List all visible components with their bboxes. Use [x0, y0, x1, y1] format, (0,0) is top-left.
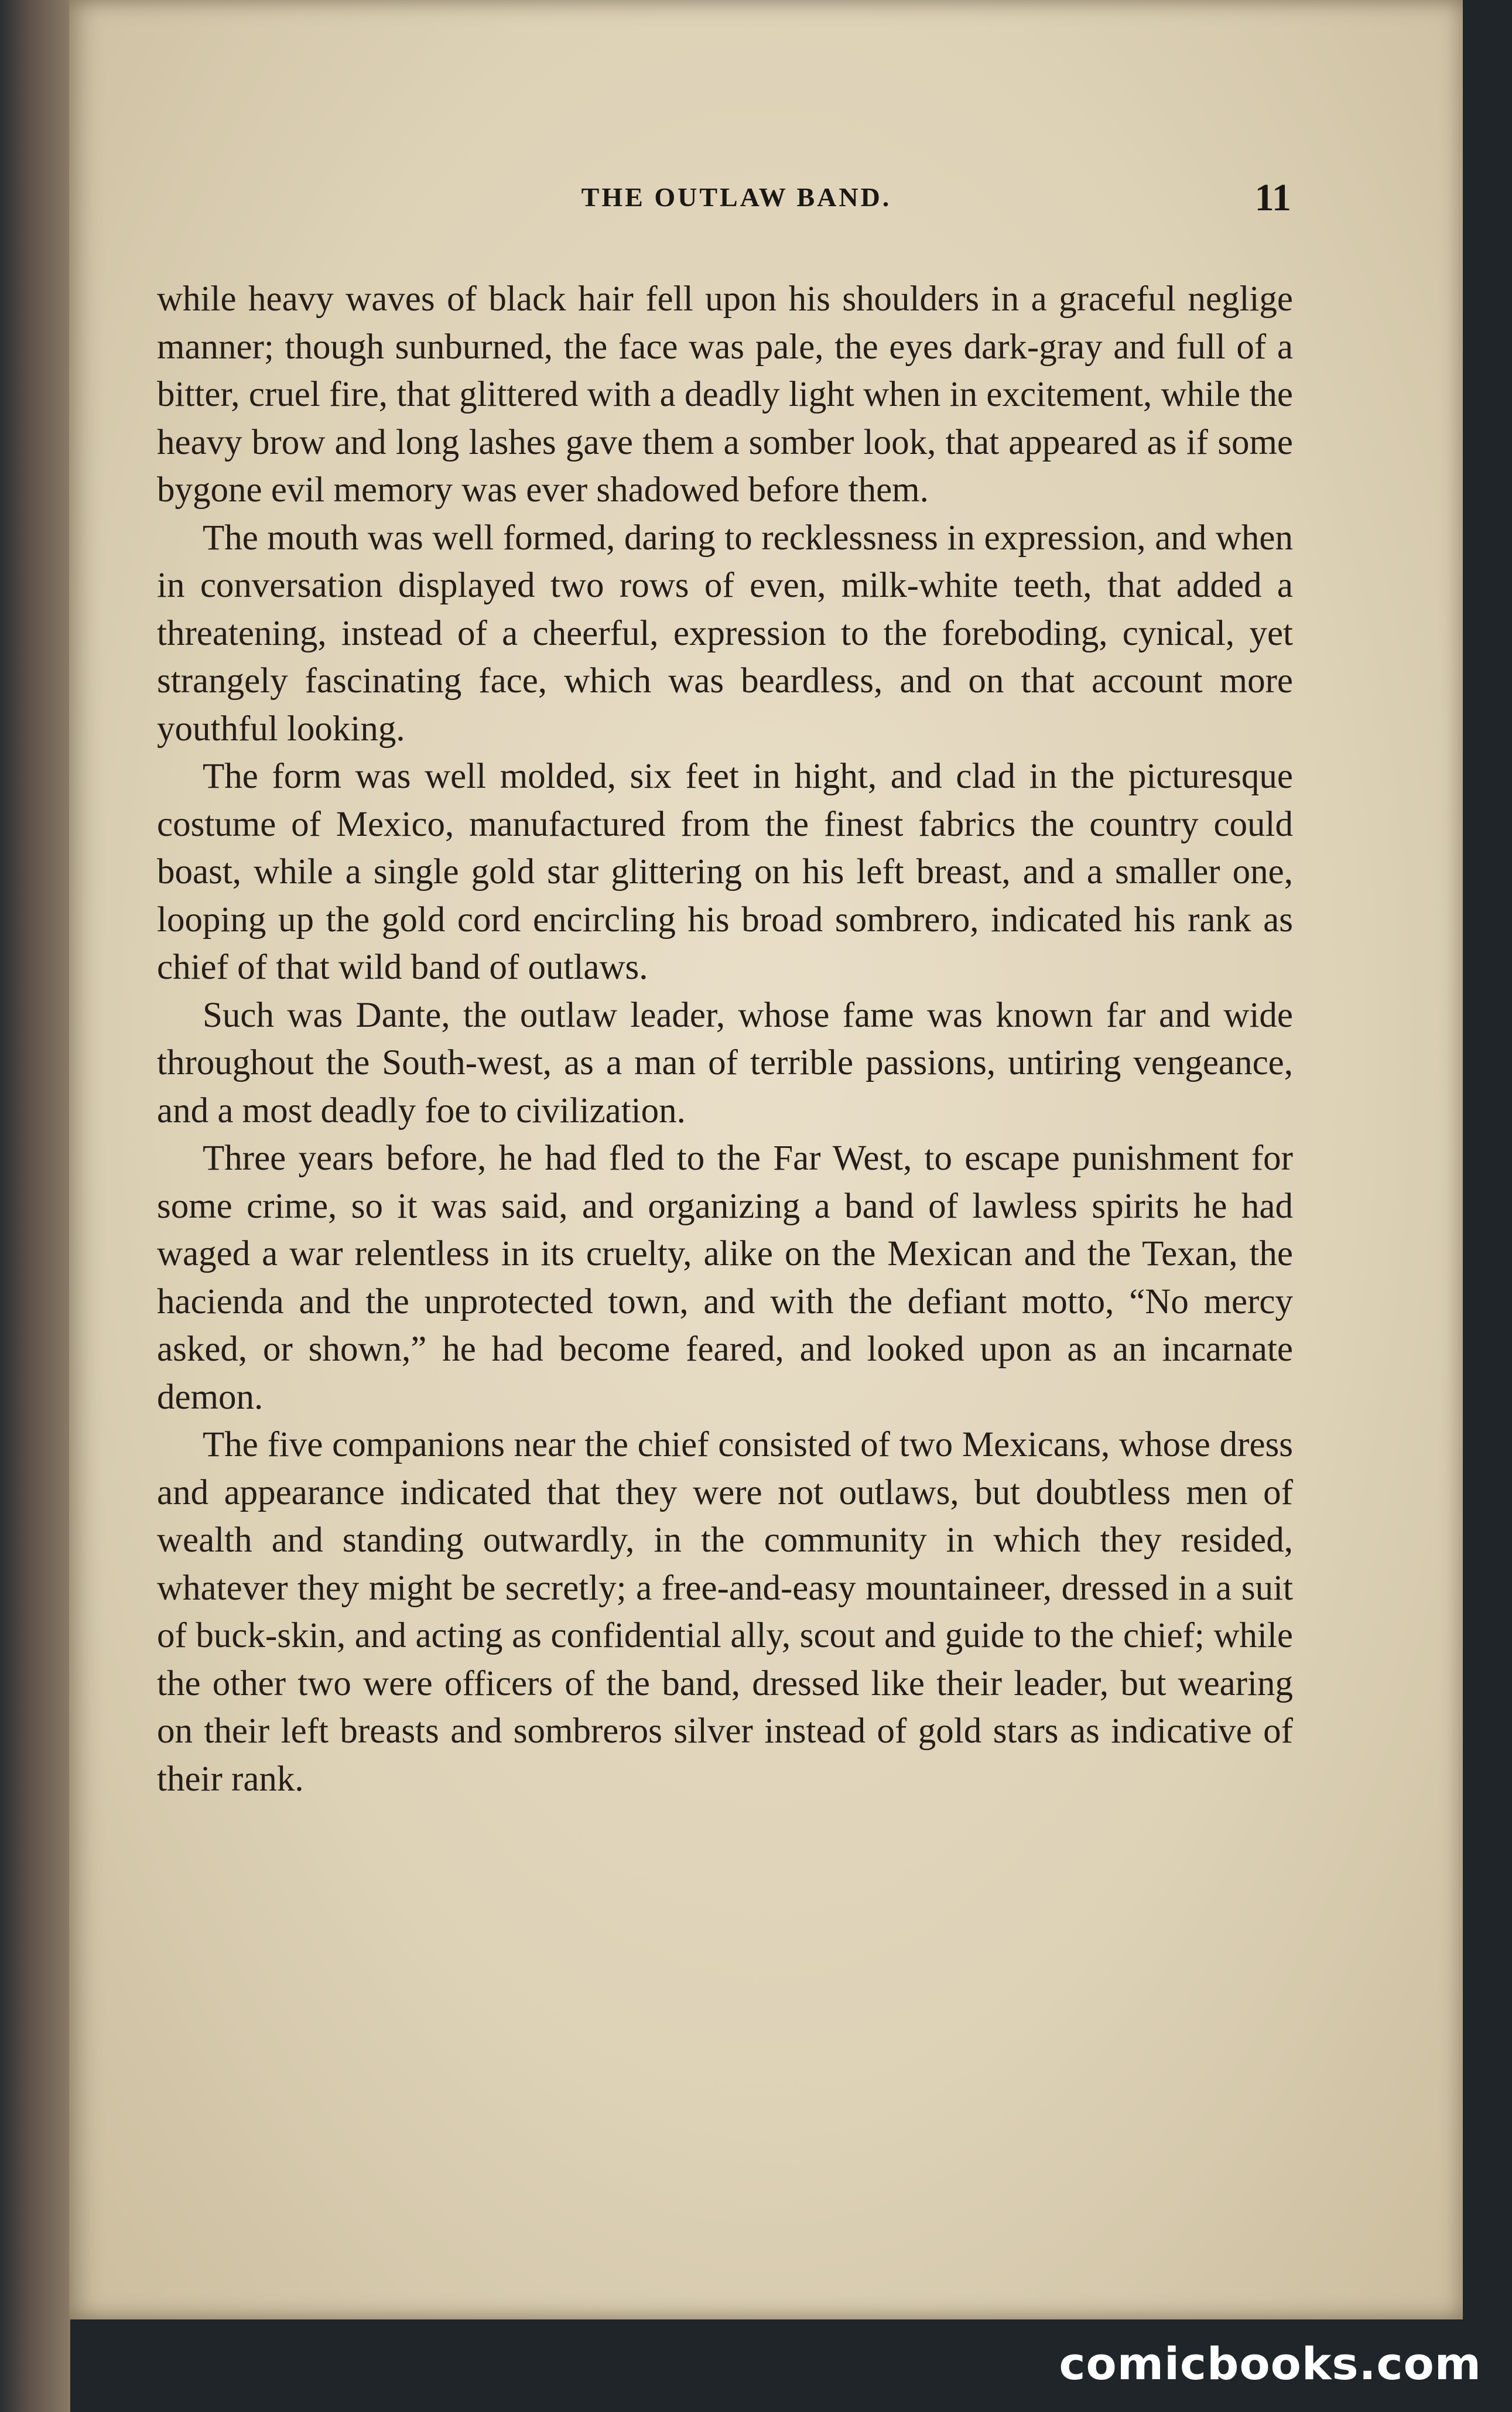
page-number: 11	[1254, 176, 1291, 219]
paragraph: Three years before, he had fled to the Far West, to escape punishment for some crime, so it was said, and organizing a band of lawless spirits he had waged a war relentless in its cruelty, alike on the Mexican and the Texan, the hacienda and the unprotected town, and with the defiant motto, “No mercy asked, or shown,” he had become feared, and looked upon as an incarnate demon.	[157, 1139, 1293, 1417]
running-title: THE OUTLAW BAND.	[581, 182, 892, 212]
paragraph: Such was Dante, the outlaw leader, whose fame was known far and wide throughout the South-west, as a man of terrible passions, untiring vengeance, and a most deadly foe to civilization.	[157, 995, 1293, 1130]
paragraph: while heavy waves of black hair fell upon his shoulders in a graceful neglige manner; though sunburned, the face was pale, the eyes dark-gray and full of a bitter, cruel fire, that glittered with a deadly light when in excitement, while the heavy brow and long lashes gave them a somber look, that appeared as if some bygone evil memory was ever shadowed before them.	[157, 279, 1293, 510]
body-text	[157, 275, 1293, 1803]
page-header	[182, 176, 1291, 223]
site-watermark: comicbooks.com	[1059, 2338, 1482, 2390]
previous-page-edge	[0, 0, 70, 2412]
paragraph: The five companions near the chief consisted of two Mexicans, whose dress and appearance indicated that they were not outlaws, but doubtless men of wealth and standing outwardly, in the community in which they resided, whatever they might be secretly; a free-and-easy mountaineer, dressed in a suit of buck-skin, and acting as confidential ally, scout and guide to the chief; while the other two were officers of the band, dressed like their leader, but wearing on their left breasts and sombreros silver instead of gold stars as indicative of their rank.	[157, 1425, 1293, 1799]
paragraph: The form was well molded, six feet in hight, and clad in the picturesque costume of Mexico, manufactured from the finest fabrics the country could boast, while a single gold star glittering on his left breast, and a smaller one, looping up the gold cord encircling his broad sombrero, indicated his rank as chief of that wild band of outlaws.	[157, 757, 1293, 987]
paragraph: The mouth was well formed, daring to recklessness in expression, and when in conversation displayed two rows of even, milk-white teeth, that added a threatening, instead of a cheerful, expression to the foreboding, cynical, yet strangely fascinating face, which was beardless, and on that account more youthful looking.	[157, 518, 1293, 749]
